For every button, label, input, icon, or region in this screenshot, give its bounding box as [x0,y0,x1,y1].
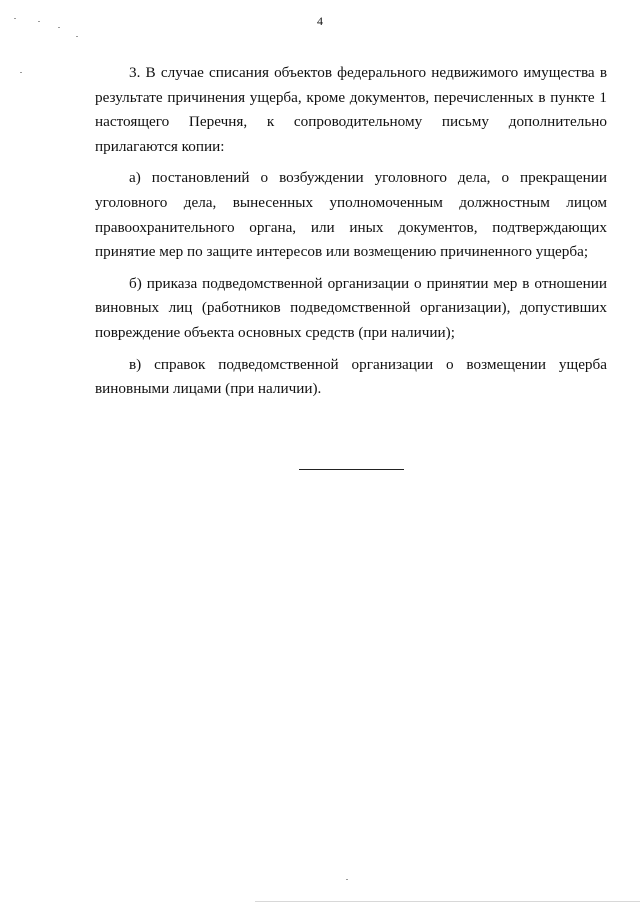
page-number: 4 [317,14,323,28]
scan-artifact [346,879,348,880]
scan-artifact [20,72,22,73]
end-of-document-divider [299,469,404,470]
paragraph-item-a: а) постановлений о возбуждении уголовного дела, о прекращении уголовного дела, вынесенных уполномоченным должностным лицом правоохранительного органа, или иных документов, подтверждающих принятие мер по защите интересов или возмещению причиненного ущерба; [95,169,607,261]
paragraph-clause-3: 3. В случае списания объектов федерального недвижимого имущества в результате причинения ущерба, кроме документов, перечисленных в пункте 1 настоящего Перечня, к сопроводительному письму дополнительно прилагаются копии: [95,64,607,155]
document-body [95,61,607,409]
scan-edge-line [255,901,640,902]
scan-artifact [38,21,40,22]
scan-artifact [76,36,78,37]
paragraph-item-v: в) справок подведомственной организации о возмещении ущерба виновными лицами (при наличии). [95,355,607,398]
paragraph-item-b: б) приказа подведомственной организации о принятии мер в отношении виновных лиц (работников подведомственной организации), допустивших повреждение объекта основных средств (при наличии); [95,274,607,341]
scan-artifact [58,27,60,28]
scan-artifact [14,18,16,19]
